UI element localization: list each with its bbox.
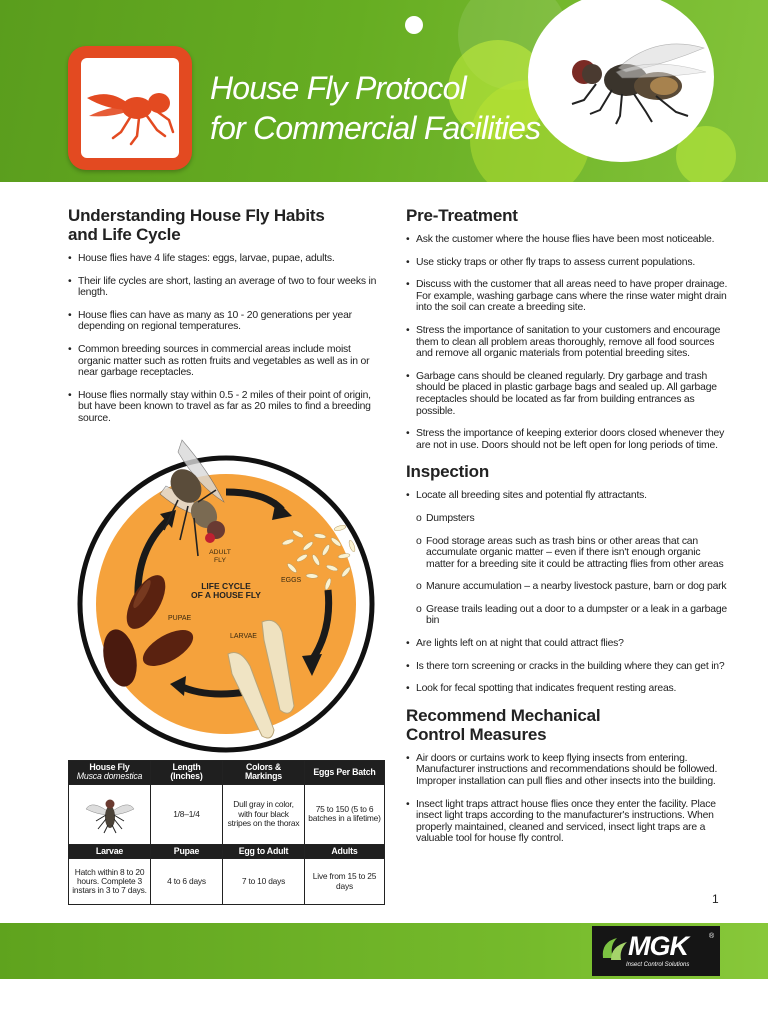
heading-line: Understanding House Fly Habits — [68, 206, 325, 225]
diagram-title: LIFE CYCLE — [201, 581, 251, 591]
label-adult: FLY — [214, 557, 226, 564]
list-item: • Insect light traps attract house flies once they enter the facility. Place insect light traps according to the manufacturer's instructions. When properly maintained, cleaned and serviced, insect light traps are a valuable tool for house fly control. — [406, 799, 728, 845]
diagram-title: OF A HOUSE FLY — [191, 590, 261, 600]
header-text: Markings — [244, 771, 283, 782]
section-heading-pretreatment: Pre-Treatment — [406, 206, 518, 225]
registered-mark: ® — [709, 933, 715, 940]
house-fly-facts-table — [68, 760, 385, 905]
list-item: • House flies normally stay within 0.5 - 2 miles of their point of origin, but have been known to travel as far as 20 miles to find a breeding source. — [68, 390, 386, 425]
brand-tagline: Insect Control Solutions — [626, 962, 690, 968]
section-heading-habits — [68, 206, 386, 244]
table-cell-larvae: Hatch within 8 to 20 hours. Complete 3 instars in 3 to 7 days. — [69, 859, 151, 905]
section-heading-inspection: Inspection — [406, 462, 490, 482]
table-header-adults: Adults — [305, 844, 385, 858]
list-item: • Are lights left on at night that could attract flies? — [406, 638, 728, 650]
table-cell-pupae: 4 to 6 days — [151, 859, 223, 905]
mgk-swoosh-icon — [599, 934, 629, 962]
table-cell-egg-to-adult: 7 to 10 days — [223, 859, 305, 905]
list-item: • Their life cycles are short, lasting an average of two to four weeks in length. — [68, 276, 386, 299]
list-item: • House flies have 4 life stages: eggs, larvae, pupae, adults. — [68, 253, 386, 265]
table-cell-adults: Live from 15 to 25 days — [305, 859, 385, 905]
header-banner — [0, 0, 768, 182]
label-eggs: EGGS — [281, 577, 302, 584]
heading-line: Recommend Mechanical — [406, 705, 601, 725]
header-text: House Fly — [89, 762, 130, 772]
label-adult: ADULT — [209, 549, 231, 556]
sub-list-item: o Manure accumulation – a nearby livestock pasture, barn or dog park — [406, 581, 728, 593]
table-header-housefly — [69, 761, 151, 785]
list-item: • Ask the customer where the house flies have been most noticeable. — [406, 234, 728, 246]
inspection-bullet-list-continued — [406, 638, 728, 695]
right-column — [406, 206, 728, 856]
brand-name: MGK — [628, 931, 688, 961]
list-item: • Garbage cans should be cleaned regularly. Dry garbage and trash should be placed in plastic garbage bags and sealed up. All garbage receptacles should be located as far from building entrances as possible. — [406, 371, 728, 417]
list-item: • Is there torn screening or cracks in the building where they can get in? — [406, 661, 728, 673]
list-item: • Common breeding sources in commercial areas include moist organic matter such as rotten fruits and vegetables as well as in or near garbage receptacles. — [68, 344, 386, 379]
list-item: • Use sticky traps or other fly traps to assess current populations. — [406, 257, 728, 269]
page-title-line2: for Commercial Facilities — [210, 110, 541, 146]
sub-list-item: o Dumpsters — [406, 513, 728, 525]
left-column — [68, 206, 386, 436]
list-item: • Stress the importance of sanitation to your customers and encourage them to clean all problem areas thoroughly, remove all food sources and remove all organic materials from potential breeding sites. — [406, 325, 728, 360]
table-header-colors — [223, 761, 305, 785]
header-text: (Inches) — [170, 771, 203, 782]
label-pupae: PUPAE — [168, 615, 192, 622]
species-name: Musca domestica — [76, 771, 143, 782]
table-cell-fly-image — [69, 784, 151, 844]
sub-list-item: o Food storage areas such as trash bins or other areas that can accumulate organic matter – even if there isn't enough organic matter for a breeding site it could be attracting flies from other areas — [406, 536, 728, 571]
header-text: Colors & — [245, 762, 282, 772]
list-item: • Look for fecal spotting that indicates frequent resting areas. — [406, 683, 728, 695]
section-heading-mechanical — [406, 706, 728, 744]
table-cell-eggs: 75 to 150 (5 to 6 batches in a lifetime) — [305, 784, 385, 844]
habits-bullet-list — [68, 253, 386, 425]
list-item: • Discuss with the customer that all areas need to have proper drainage. For example, washing garbage cans where the rinse water might drain into the soil can create a breeding site. — [406, 279, 728, 314]
list-item: • Air doors or curtains work to keep flying insects from entering. Manufacturer instructions and recommendations should be followed. Improper installation can pull flies and other insects into the building. — [406, 753, 728, 788]
list-item: • Stress the importance of keeping exterior doors closed whenever they are not in use. Doors should not be left open for long periods of time. — [406, 428, 728, 451]
table-header-egg-to-adult: Egg to Adult — [223, 844, 305, 858]
inspection-sub-list — [406, 513, 728, 627]
mechanical-bullet-list — [406, 753, 728, 845]
table-cell-length: 1/8–1/4 — [151, 784, 223, 844]
fly-logo-tile — [68, 46, 192, 170]
fly-icon — [81, 58, 179, 158]
table-header-eggs: Eggs Per Batch — [305, 761, 385, 785]
header-text: Length — [172, 762, 201, 772]
page-number: 1 — [712, 892, 719, 906]
house-fly-photo — [556, 28, 712, 128]
sub-list-item: o Grease trails leading out a door to a dumpster or a leak in a garbage bin — [406, 604, 728, 627]
heading-line: Control Measures — [406, 724, 547, 744]
table-header-pupae: Pupae — [151, 844, 223, 858]
fly-thumbnail-icon — [82, 791, 138, 835]
pretreatment-bullet-list — [406, 234, 728, 451]
list-item: • House flies can have as many as 10 - 20 generations per year depending on regional temperatures. — [68, 310, 386, 333]
list-item: • Locate all breeding sites and potential fly attractants. — [406, 490, 728, 502]
decorative-bubble — [405, 16, 423, 34]
table-cell-colors: Dull gray in color, with four black stripes on the thorax — [223, 784, 305, 844]
page-title-line1: House Fly Protocol — [210, 70, 466, 106]
heading-line: and Life Cycle — [68, 225, 181, 244]
table-header-length — [151, 761, 223, 785]
inspection-bullet-list — [406, 490, 728, 502]
label-larvae: LARVAE — [230, 633, 257, 640]
table-header-larvae: Larvae — [69, 844, 151, 858]
life-cycle-diagram — [76, 430, 378, 760]
